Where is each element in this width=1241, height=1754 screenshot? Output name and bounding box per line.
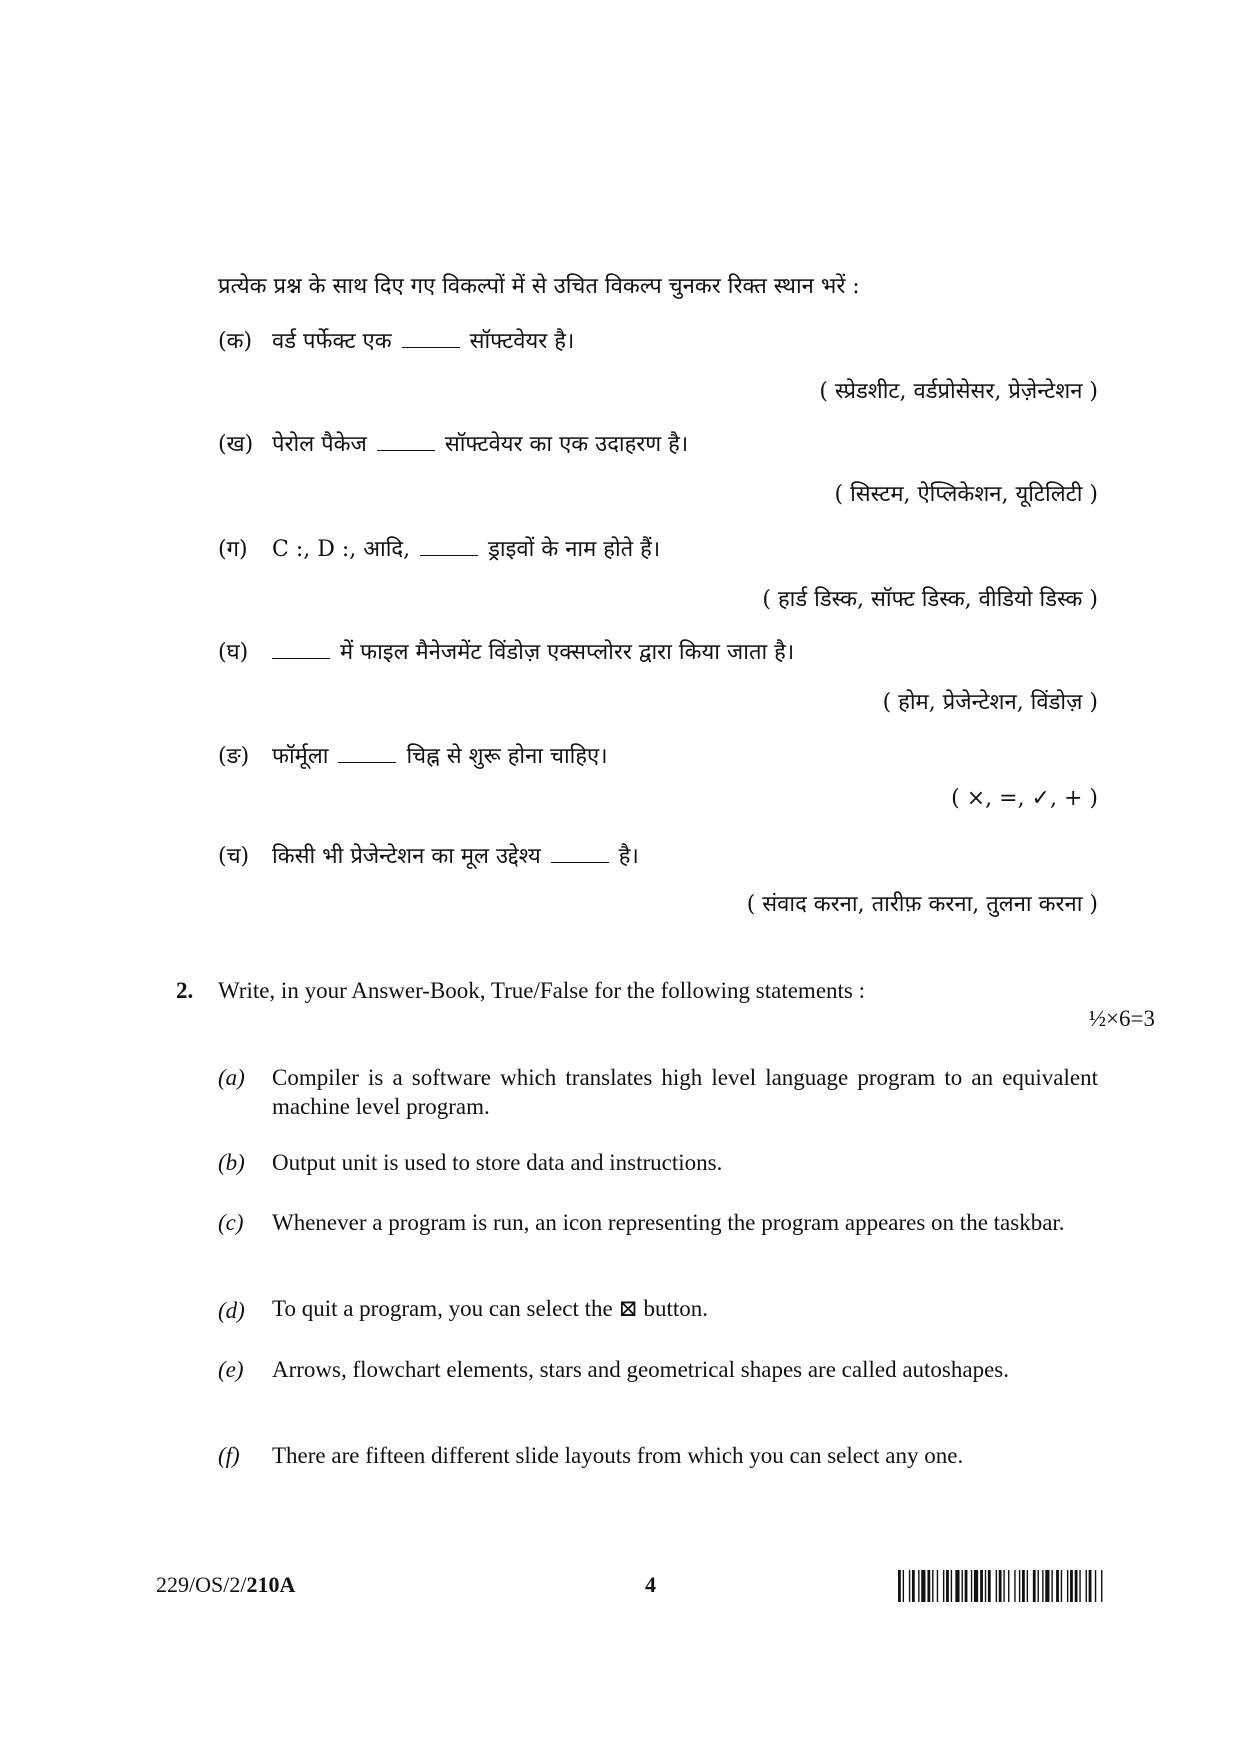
statement-label: (f) [218,1443,240,1468]
barcode-bar [988,1570,991,1602]
barcode-bar [1095,1570,1096,1602]
barcode-bar [1061,1570,1062,1602]
blank-line [338,758,396,763]
barcode [898,1570,1160,1602]
barcode-bar [999,1570,1002,1602]
barcode-bar [1101,1570,1102,1602]
barcode-bar [1056,1570,1059,1602]
barcode-bar [955,1570,959,1602]
blank-line [272,654,330,659]
item-text: फॉर्मूला चिह्न से शुरू होना चाहिए। [272,744,608,769]
item-options: ( ×, =, ✓, + ) [951,786,1098,811]
item-options: ( हार्ड डिस्क, सॉफ्ट डिस्क, वीडियो डिस्क ) [762,587,1098,612]
barcode-bar [1075,1570,1078,1602]
question-number: 2. [176,978,194,1003]
item-options: ( संवाद करना, तारीफ़ करना, तुलना करना ) [746,892,1098,917]
question-marks: ½×6=3 [1088,1006,1155,1031]
item-text: में फाइल मैनेजमेंट विंडोज़ एक्सप्लोरर द्वारा किया जाता है। [262,636,794,666]
barcode-bar [927,1570,930,1602]
barcode-bar [1042,1570,1043,1602]
barcode-bar [943,1570,944,1602]
blank-line [377,446,435,451]
barcode-bar [937,1570,938,1602]
barcode-bar [971,1570,972,1602]
barcode-bar [965,1570,968,1602]
item-label: (ङ) [218,744,250,769]
barcode-bar [1086,1570,1087,1602]
statement-text: Arrows, flowchart elements, stars and geometrical shapes are called autoshapes. [272,1357,1009,1382]
statement-label: (e) [218,1357,244,1382]
barcode-bar [1038,1570,1039,1602]
barcode-bar [903,1570,904,1602]
barcode-bar [1003,1570,1004,1602]
barcode-bar [1019,1570,1020,1602]
item-text: वर्ड पर्फेक्ट एक सॉफ्टवेयर है। [272,329,575,354]
barcode-bar [1067,1570,1068,1602]
barcode-bar [951,1570,952,1602]
barcode-bar [996,1570,997,1602]
barcode-bar [974,1570,978,1602]
blank-line [551,858,609,863]
barcode-bar [932,1570,933,1602]
statement-text: To quit a program, you can select the ⊠ button. [272,1296,709,1321]
blank-line [402,343,460,348]
statement-label: (a) [218,1065,245,1090]
item-label: (ग) [218,537,248,562]
item-text: C :, D :, आदि, ड्राइवों के नाम होते हैं। [272,537,661,562]
barcode-bar [962,1570,963,1602]
section1-instruction: प्रत्येक प्रश्न के साथ दिए गए विकल्पों में से उचित विकल्प चुनकर रिक्त स्थान भरें : [218,274,860,299]
barcode-bar [980,1570,983,1602]
barcode-bar [946,1570,949,1602]
statement-text: Whenever a program is run, an icon representing the program appeares on the taskbar. [272,1210,1065,1235]
item-label: (घ) [218,640,249,665]
barcode-bar [1045,1570,1049,1602]
barcode-bar [912,1570,915,1602]
barcode-bar [985,1570,986,1602]
statement-text: Output unit is used to store data and instructions. [272,1150,723,1175]
barcode-bar [1051,1570,1052,1602]
barcode-bar [1070,1570,1073,1602]
barcode-bar [1079,1570,1080,1602]
item-label: (ख) [218,432,254,457]
statement-text: Compiler is a software which translates high level language program to an equivalent machine level program. [272,1065,1098,1119]
item-label: (क) [218,329,253,354]
statement-label: (b) [218,1150,245,1175]
barcode-bar [921,1570,925,1602]
item-text: पेरोल पैकेज सॉफ्टवेयर का एक उदाहरण है। [272,432,689,457]
barcode-bar [1027,1570,1028,1602]
barcode-bar [898,1570,901,1602]
item-options: ( होम, प्रेजेन्टेशन, विंडोज़ ) [882,690,1098,715]
barcode-bar [1022,1570,1025,1602]
barcode-bar [918,1570,919,1602]
page-number: 4 [645,1572,656,1597]
item-options: ( स्प्रेडशीट, वर्डप्रोसेसर, प्रेज़ेन्टेशन ) [819,379,1098,404]
paper-code: 229/OS/2/210A [156,1572,296,1597]
blank-line [420,551,478,556]
close-box-icon: ⊠ [618,1296,638,1321]
barcode-bar [1008,1570,1009,1602]
question-text: Write, in your Answer-Book, True/False for the following statements : [218,978,866,1003]
statement-label: (c) [218,1210,244,1235]
barcode-bar [909,1570,910,1602]
statement-text: There are fifteen different slide layouts from which you can select any one. [272,1443,964,1468]
statement-label: (d) [218,1298,245,1323]
item-options: ( सिस्टम, ऐप्लिकेशन, यूटिलिटी ) [834,482,1098,507]
item-label: (च) [218,844,250,869]
barcode-bar [1089,1570,1092,1602]
barcode-bar [1014,1570,1015,1602]
item-text: किसी भी प्रेजेन्टेशन का मूल उद्देश्य है। [272,844,639,869]
barcode-bar [1033,1570,1036,1602]
